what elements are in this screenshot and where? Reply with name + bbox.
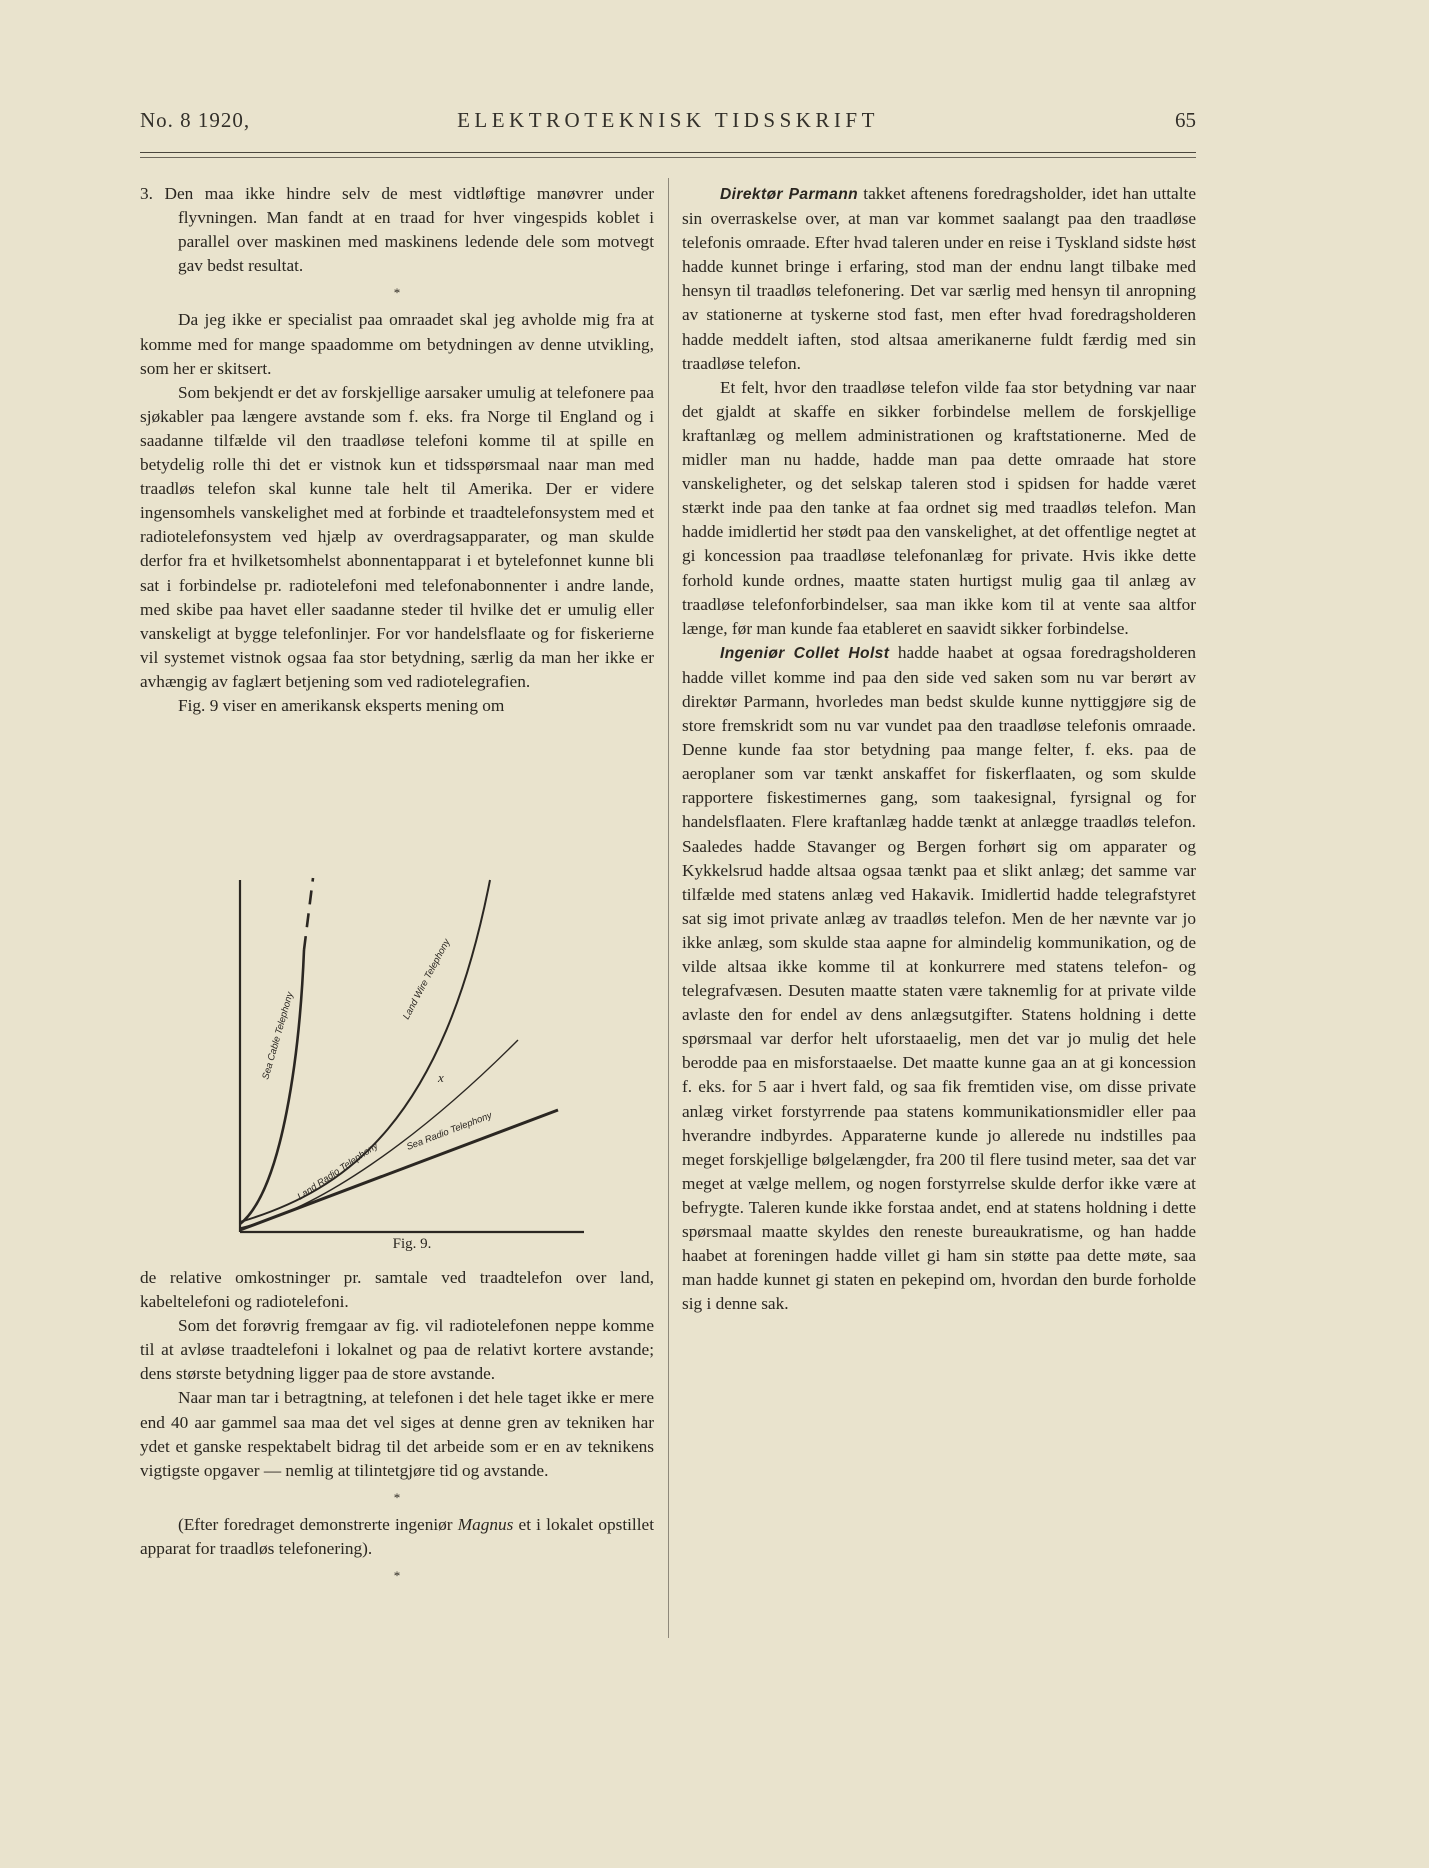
paragraph-holst (682, 641, 1196, 1317)
section-star: * (393, 285, 401, 301)
right-column (682, 182, 1196, 1316)
paragraph: Da jeg ikke er specialist paa omraadet skal jeg avholde mig fra at komme med for mange spaadomme om betydningen av denne utvikling, som her er skitsert. (140, 310, 654, 378)
paragraph: Som det forøvrig fremgaar av fig. vil radiotelefonen neppe komme til at avløse traadtelefoni i lokalnet og paa de relativt kortere avstande; dens største betydning ligger paa de store avstande. (140, 1316, 654, 1384)
land-radio-label: Land Radio Telephony (295, 1140, 381, 1203)
section-star: * (393, 1489, 401, 1505)
paragraph-text: takket aftenens foredragsholder, idet han uttalte sin overraskelse over, at man var kommet saalangt paa den traadløse telefonis omraade. Efter hvad taleren under en reise i Tyskland sidste høst hadde kunnet bringe i erfaring, stod man der endnu langt tilbake med hensyn til traadløs telefonering. Det var særlig med hensyn til anropning av stationerne at tyskerne stod fast, men efter hvad foredragsholderen hadde meddelt iaften, stod altsaa amerikanerne fuldt færdig med sin traadløse telefon. (682, 184, 1196, 373)
cost-curves-chart (228, 870, 596, 1238)
issue-label: No. 8 1920, (140, 108, 251, 132)
sea-cable-curve (240, 950, 304, 1224)
note-text-before: (Efter foredraget demonstrerte ingeniør (178, 1514, 458, 1534)
page-number: 65 (1175, 108, 1196, 132)
column-divider (668, 178, 669, 1638)
left-column-bottom (140, 1266, 654, 1591)
paragraph: Som bekjendt er det av forskjellige aarsaker umulig at telefonere paa sjøkabler paa længere avstande som f. eks. fra Norge til England og i saadanne tilfælde vil den traadløse telefoni komme til at spille en betydelig rolle thi det er vistnok kun et tidsspørsmaal naar man med traadløs telefon skal kunne tale helt til Amerika. Der er videre ingensomhels vanskelighet med at forbinde et traadtelefonsystem med et radiotelefonsystem ved hjælp av overdragsapparater, og man skulde derfor fra et hvilketsomhelst abonnentapparat i et bytelefonnet kunne bli sat i forbindelse pr. radiotelefoni med telefonabonnenter i andre lande, med skibe paa havet eller saadanne steder til hvilke det er umulig eller vanskeligt at bygge telefonlinjer. For vor handelsflaate og for fiskerierne vil systemet vistnok ogsaa faa stor betydning, særlig da man her ikke er avhængig av faglært betjening som ved radiotelegrafien. (140, 382, 655, 691)
left-column-top (140, 182, 654, 718)
running-header (140, 108, 1196, 148)
header-rule-thin (140, 157, 1196, 158)
land-wire-label: Land Wire Telephony (400, 937, 453, 1022)
paragraph-note (140, 1513, 654, 1561)
paragraph-parmann (682, 182, 1196, 376)
note-name-magnus: Magnus (457, 1514, 514, 1534)
sea-radio-label: Sea Radio Telephony (405, 1110, 494, 1153)
paragraph-continued: de relative omkostninger pr. samtale ved traadtelefon over land, kabeltelefoni og radiotelefoni. (140, 1268, 654, 1312)
sea-cable-label: Sea Cable Telephony (260, 990, 296, 1081)
figure-9 (228, 870, 596, 1258)
journal-title: ELEKTROTEKNISK TIDSSKRIFT (457, 108, 879, 132)
note-text-after: et i lokalet opstillet apparat for traadløs telefonering). (140, 1514, 655, 1559)
intersection-marker: x (438, 1070, 444, 1085)
speaker-name: Direktør Parmann (720, 186, 859, 203)
section-star: * (393, 1568, 401, 1584)
speaker-name: Ingeniør Collet Holst (720, 644, 890, 662)
paragraph: Naar man tar i betragtning, at telefonen i det hele taget ikke er mere end 40 aar gammel saa maa det vel siges at denne gren av tekniken har ydet et ganske respektabelt bidrag til det arbeide som er en av teknikens vigtigste opgaver — nemlig at tilintetgjøre tid og avstande. (140, 1388, 654, 1480)
paragraph-text: hadde haabet at ogsaa foredragsholderen hadde villet komme ind paa den side ved saken som nu var berørt av direktør Parmann, hvorledes man bedst skulde kunne nyttiggjøre sig de store fremskridt som nu var vundet paa den traadløse telefonis omraade. Denne kunde faa stor betydning paa mange felter, f. eks. paa de aeroplaner som var tænkt anskaffet for fiskerflaaten, og som skulde rapportere fiskestimernes gang, som taakesignal, fyrsignal og for handelsflaaten. Flere kraftanlæg hadde tænkt at anlægge traadløs telefon. Saaledes hadde Stavanger og Bergen forhørt sig om apparater og Kykkelsrud hadde altsaa ogsaa tænkt paa et slikt anlæg; det samme var tilfælde med statens anlæg ved Hakavik. Imidlertid hadde telegrafstyret sat sig imot private anlæg av traadløs telefon. Men de her nævnte var jo ikke anlæg, som skulde staa aapne for almindelig kommunikation, og de vilde altsaa ikke komme til at konkurrere med statens telefon- og telegrafvæsen. Desuten maatte staten være taknemlig for at private vilde avlaste den for endel av dens anlægsutgifter. Statens holdning i dette spørsmaal var derfor helt uforstaaelig, men det var jo mulig det hele berodde paa en misforstaaelse. Det maatte kunne gaa an at gi koncession f. eks. for 5 aar i hvert fald, og saa fik fremtiden vise, om disse private anlæg virket forstyrrende paa statens kommunikationsmidler eller paa hverandre indbyrdes. Apparaterne kunde jo allerede nu indstilles paa meget forskjellige bølgelængder, fra 200 til flere tusind meter, saa det var meget at vælge mellem, og nogen forstyrrelse skulde derfor ikke være at befrygte. Taleren kunde ikke forstaa andet, end at statens holdning i dette spørsmaal maatte skyldes den reneste bureaukratisme, og han hadde haabet at foreningen hadde villet gi ham sin støtte paa dette møte, saa man hadde kunnet gi staten en pekepind om, hvordan den burde forholde sig i denne sak. (682, 642, 1196, 1314)
paragraph: Et felt, hvor den traadløse telefon vilde faa stor betydning var naar det gjaldt at skaffe en sikker forbindelse mellem de forskjellige kraftanlæg og mellem administrationen og kraftstationerne. Med de midler man nu hadde, hadde man paa dette omraade hat store vanskeligheter, og det selskap taleren stod i spidsen for hadde været stærkt inde paa den tanke at faa ordnet sig med traadløs telefon. Man hadde imidlertid her stødt paa den vanskelighet, at det offentlige negtet at gi koncession paa traadløse telefonanlæg for private. Hvis ikke dette forhold kunde ordnes, maatte staten hurtigst mulig gaa til anlæg av traadløse telefonforbindelser, saa man ikke kom til at vente saa altfor længe, før man kunde faa etableret en saavidt sikker forbindelse. (682, 377, 1196, 638)
header-rule-thick (140, 152, 1196, 153)
sea-cable-curve-dashed (304, 878, 313, 950)
paragraph: Fig. 9 viser en amerikansk eksperts mening om (178, 695, 505, 715)
figure-caption: Fig. 9. (392, 1236, 432, 1252)
list-item-3: 3. Den maa ikke hindre selv de mest vidtløftige manøvrer under flyvningen. Man fandt at en traad for hver vingespids koblet i parallel over maskinen med maskinens ledende dele som motvegt gav bedst resultat. (140, 184, 654, 276)
sea-radio-curve (240, 1110, 558, 1230)
